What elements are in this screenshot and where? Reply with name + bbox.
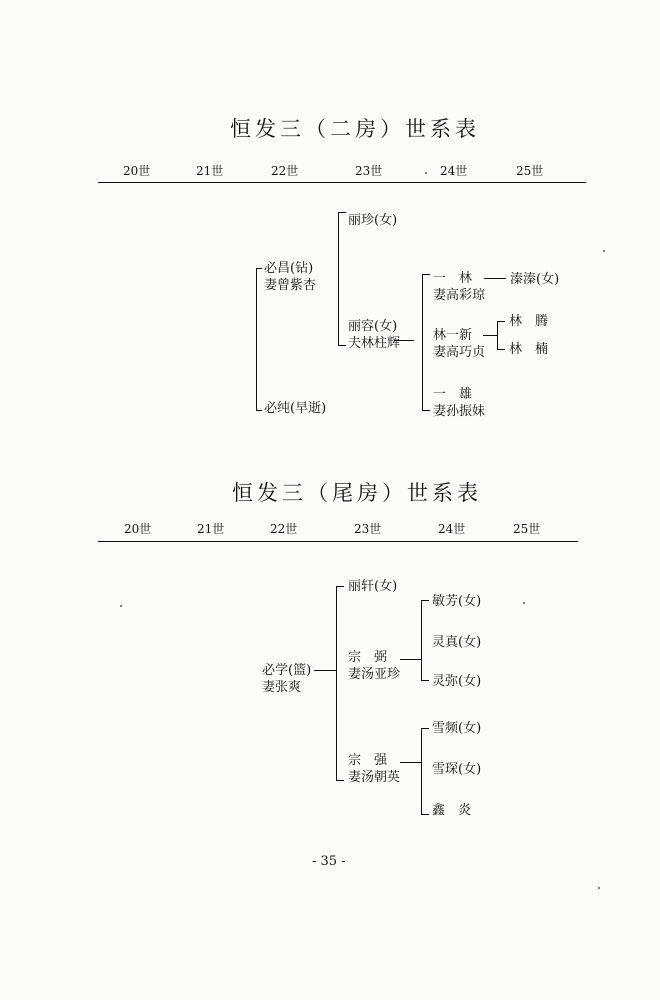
person-linteng: 林 腾 [509, 314, 549, 329]
connector-yilin [484, 278, 506, 279]
person-zongqiang: 宗 强 妻汤朝英 [348, 753, 401, 785]
connector-linyixin [483, 335, 497, 336]
scan-speck [523, 602, 525, 604]
bracket-t2-23-vertical [336, 586, 337, 780]
scan-speck [425, 172, 427, 174]
connector-zongzhou [400, 659, 421, 660]
page-number: - 35 - [312, 854, 346, 869]
person-lirong: 丽容(女) 夫林柱辉 [348, 319, 401, 351]
bracket-t2-23-bottom [336, 780, 344, 781]
person-zongzhou: 宗 弼 妻汤亚珍 [348, 650, 401, 682]
table1-gen-23: 23世 [355, 164, 383, 178]
bracket-zongqiang-bottom [421, 814, 429, 815]
person-lixuan: 丽轩(女) [348, 579, 398, 594]
table2-gen-22: 22世 [270, 522, 298, 536]
person-linnan: 林 楠 [509, 342, 549, 357]
table1-header-rule [98, 182, 586, 183]
scan-speck [120, 605, 122, 607]
table2-title: 恒发三（尾房）世系表 [232, 481, 482, 505]
table1-gen-21: 21世 [196, 164, 224, 178]
bracket-zongzhou-vertical [421, 600, 422, 680]
connector-bixue [314, 670, 336, 671]
bracket-zongqiang-top [421, 728, 429, 729]
bracket-24-top [422, 274, 430, 275]
bracket-25-vertical [497, 321, 498, 349]
bracket-23-bottom [338, 345, 346, 346]
table1-gen-20: 20世 [123, 164, 151, 178]
bracket-25-bottom [497, 349, 505, 350]
person-yixiong: 一 雄 妻孙振妹 [433, 387, 486, 419]
table1-gen-24: 24世 [440, 164, 468, 178]
person-bichang: 必昌(钻) 妻曾紫杏 [264, 261, 317, 293]
connector-lirong [394, 340, 414, 341]
connector-zongqiang [400, 762, 421, 763]
table2-gen-21: 21世 [197, 522, 225, 536]
table2-gen-23: 23世 [354, 522, 382, 536]
person-xinyan: 鑫 炎 [432, 803, 472, 818]
table1-gen-22: 22世 [271, 164, 299, 178]
bracket-25-top [497, 321, 505, 322]
bracket-t2-23-top [336, 586, 344, 587]
bracket-zongzhou-top [421, 600, 429, 601]
bracket-24-bottom [422, 410, 430, 411]
person-lingmi: 灵弥(女) [432, 674, 482, 689]
bracket-23-top [338, 212, 346, 213]
bracket-zongzhou-bottom [421, 680, 429, 681]
bracket-zongqiang-vertical [421, 728, 422, 814]
person-lingzhen: 灵真(女) [432, 635, 482, 650]
bracket-22-top [256, 268, 262, 269]
table2-header-rule [98, 541, 578, 542]
person-lizhen: 丽珍(女) [348, 213, 398, 228]
table2-gen-20: 20世 [124, 522, 152, 536]
table1-title: 恒发三（二房）世系表 [230, 117, 480, 141]
scan-speck [598, 887, 600, 889]
person-xueqiong: 雪琛(女) [432, 762, 482, 777]
bracket-22-bottom [256, 410, 262, 411]
bracket-23-vertical [338, 212, 339, 345]
person-xuepin: 雪频(女) [432, 721, 482, 736]
bracket-24-vertical [422, 274, 423, 410]
bracket-22-vertical [256, 268, 257, 410]
person-minfang: 敏芳(女) [432, 594, 482, 609]
person-qinqin: 溱溱(女) [510, 272, 560, 287]
person-bixue: 必学(篮) 妻张爽 [262, 663, 312, 695]
scan-speck [603, 250, 605, 252]
person-bichun: 必纯(早逝) [264, 401, 327, 416]
table2-gen-25: 25世 [513, 522, 541, 536]
table2-gen-24: 24世 [438, 522, 466, 536]
table1-gen-25: 25世 [516, 164, 544, 178]
person-linyixin: 林一新 妻高巧贞 [433, 328, 486, 360]
person-yilin: 一 林 妻高彩琼 [433, 271, 486, 303]
